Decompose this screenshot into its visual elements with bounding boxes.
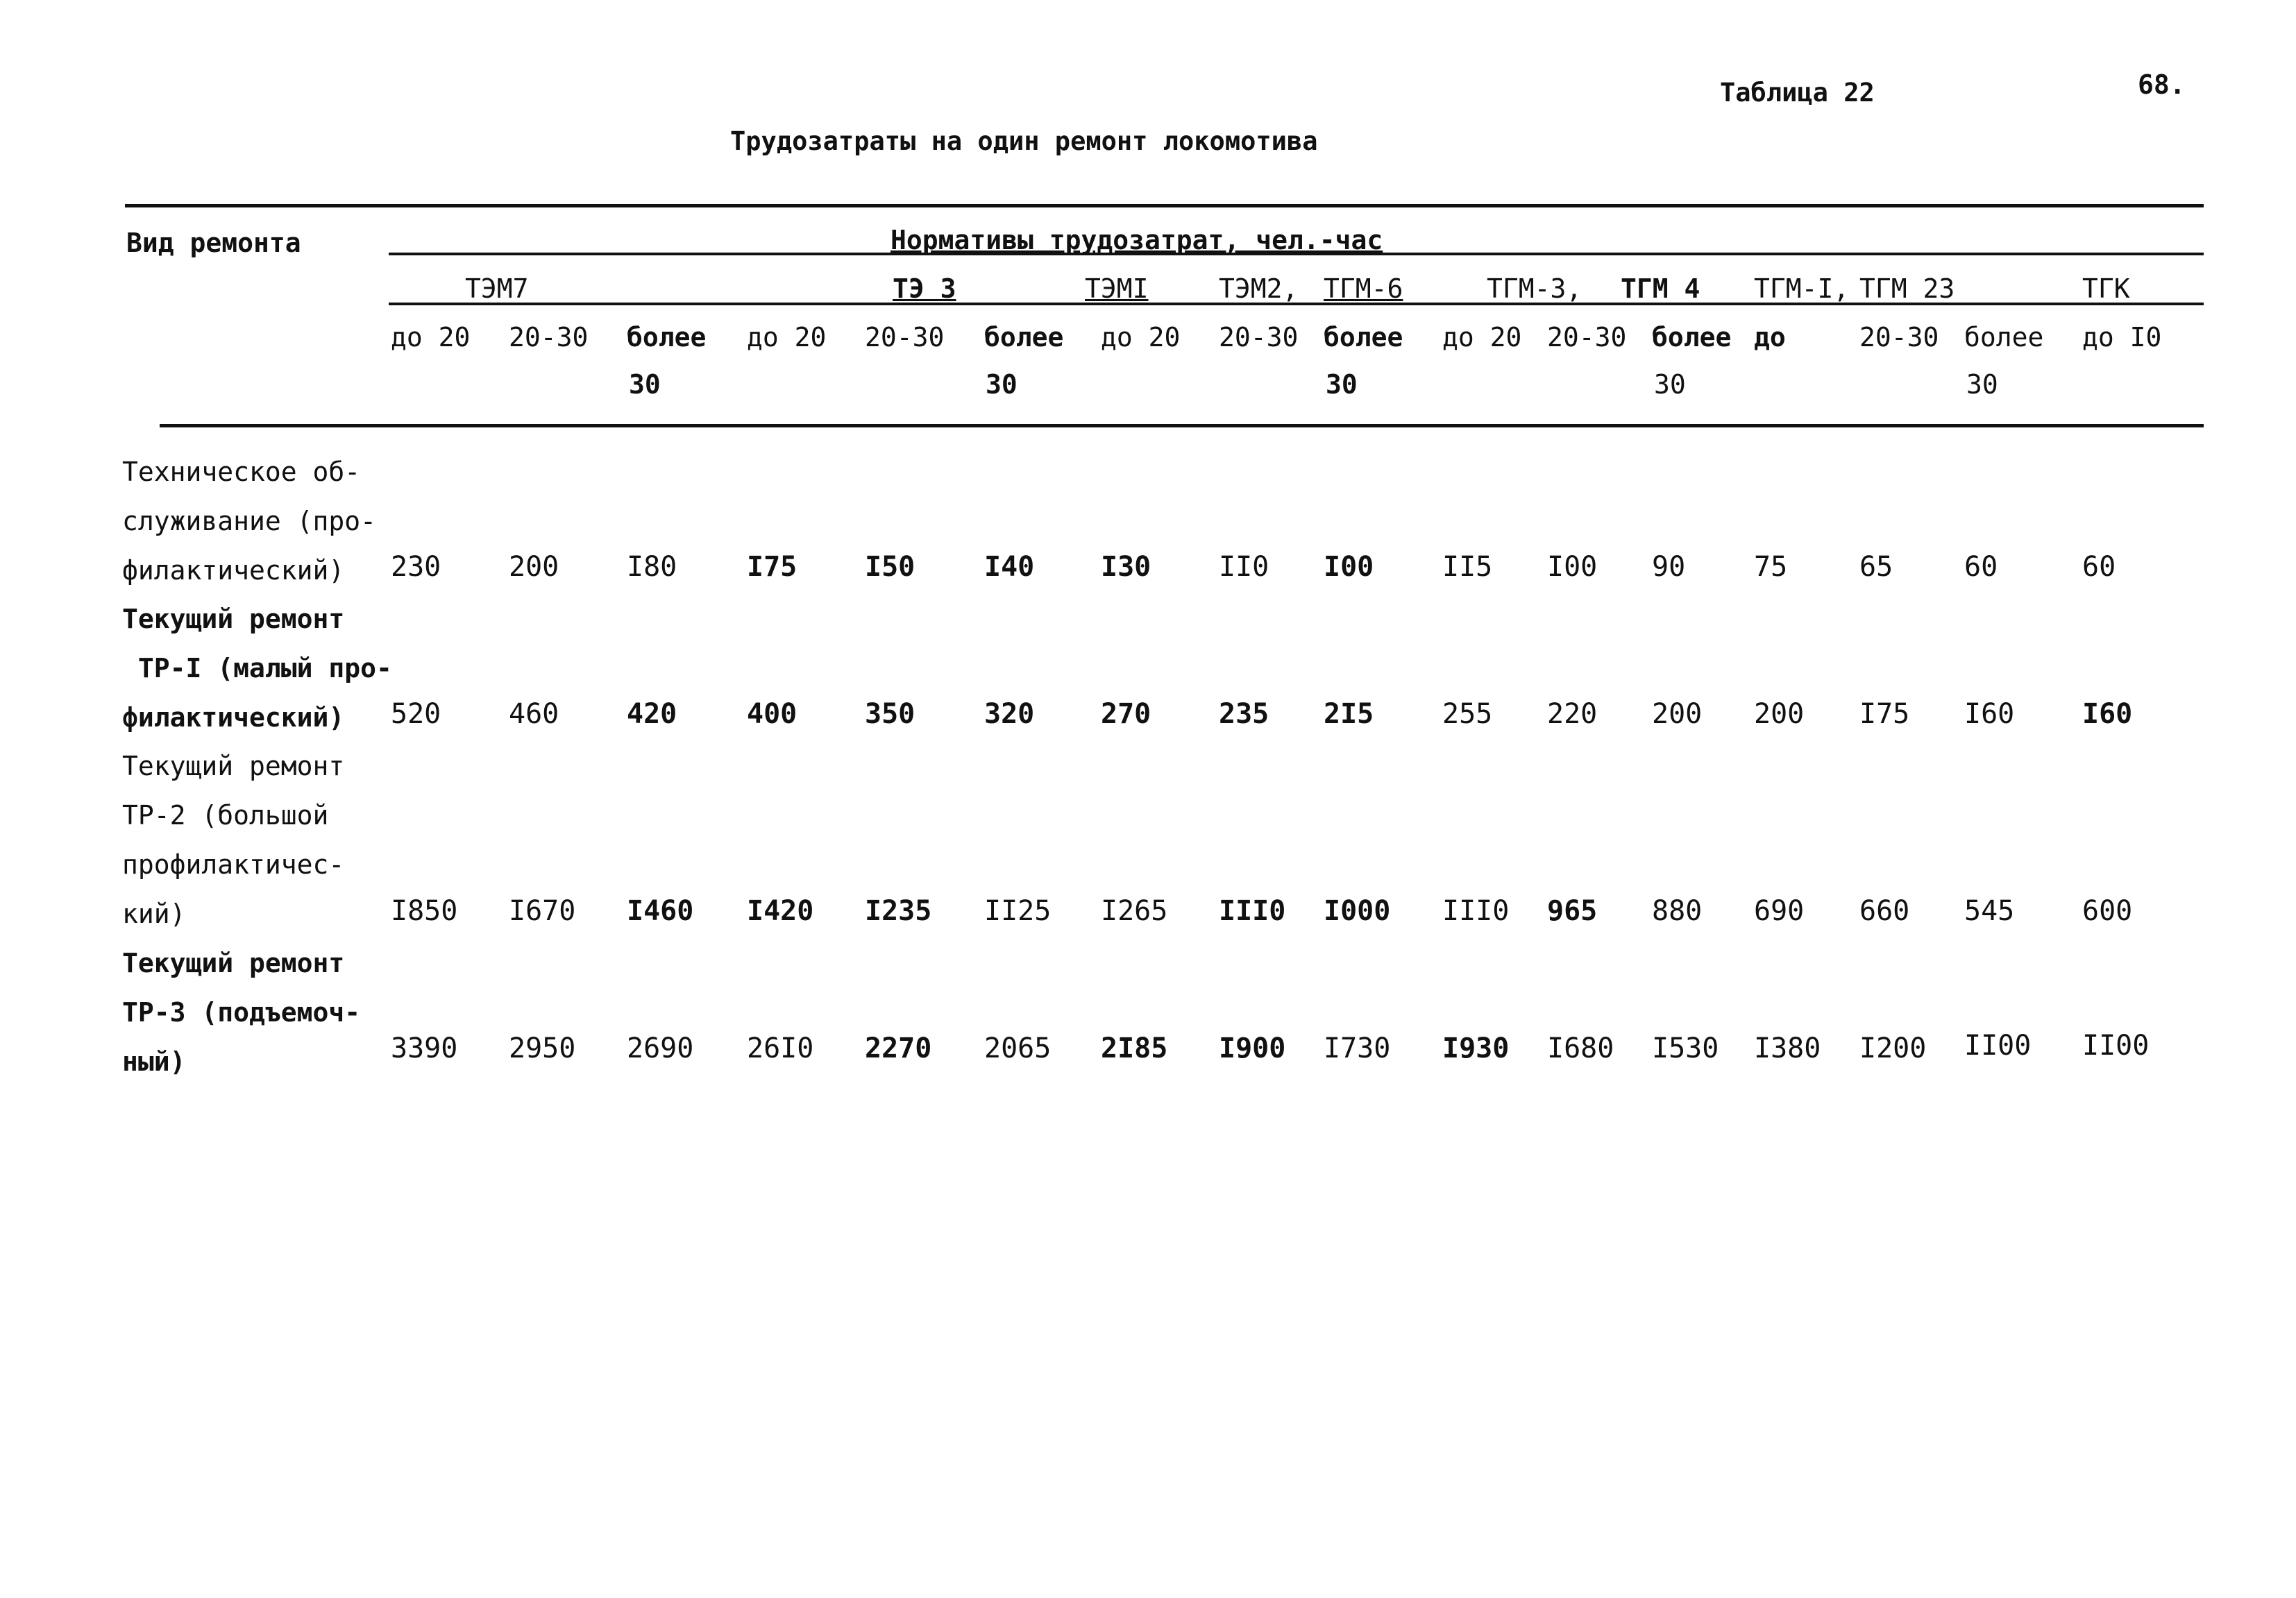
top-rule <box>125 204 2204 207</box>
table-cell: I30 <box>1101 551 1151 583</box>
table-cell: I235 <box>865 895 932 927</box>
table-cell: 880 <box>1652 895 1703 927</box>
sub-col-15: более <box>1964 322 2044 352</box>
table-cell: I00 <box>1547 551 1598 583</box>
loco-tgm4: ТГМ 4 <box>1621 273 1700 304</box>
table-cell: I670 <box>509 895 576 927</box>
sub-col-8: 20-30 <box>1219 322 1299 352</box>
table-cell: I60 <box>1964 698 2015 730</box>
table-cell: II00 <box>2082 1030 2150 1062</box>
sub-col-1: до 20 <box>391 322 471 352</box>
table-cell: I75 <box>747 551 797 583</box>
table-cell: I850 <box>391 895 458 927</box>
loco-tgm1: ТГМ-I, <box>1754 273 1850 304</box>
table-cell: 65 <box>1859 551 1893 583</box>
table-cell: 965 <box>1547 895 1598 927</box>
table-cell: I460 <box>627 895 694 927</box>
table-cell: 230 <box>391 551 441 583</box>
table-cell: II5 <box>1442 551 1493 583</box>
table-cell: 270 <box>1101 698 1151 730</box>
sub-col-9: более <box>1324 322 1403 352</box>
sub-col-9-line2: 30 <box>1326 369 1358 400</box>
table-cell: 235 <box>1219 698 1269 730</box>
table-cell: 200 <box>1652 698 1703 730</box>
sub-col-4: до 20 <box>747 322 827 352</box>
table-cell: 2I5 <box>1324 698 1374 730</box>
table-cell: 2690 <box>627 1032 694 1064</box>
row-head: Вид ремонта <box>126 228 301 258</box>
table-cell: I265 <box>1101 895 1168 927</box>
sub-col-12: более <box>1652 322 1732 352</box>
table-cell: 60 <box>1964 551 1998 583</box>
table-cell: 2065 <box>984 1032 1052 1064</box>
table-cell: 26I0 <box>747 1032 814 1064</box>
loco-tem2: ТЭМ2, <box>1219 273 1299 304</box>
table-cell: 75 <box>1754 551 1788 583</box>
table-cell: I80 <box>627 551 677 583</box>
table-cell: 660 <box>1859 895 1910 927</box>
sub-col-2: 20-30 <box>509 322 589 352</box>
table-cell: I200 <box>1859 1032 1927 1064</box>
header-bottom-rule <box>160 424 2204 427</box>
table-number: Таблица 22 <box>1720 78 1875 108</box>
table-cell: 200 <box>1754 698 1805 730</box>
loco-tem7: ТЭМ7 <box>465 273 529 304</box>
table-cell: I680 <box>1547 1032 1614 1064</box>
table-cell: 350 <box>865 698 915 730</box>
sub-col-6-line2: 30 <box>986 369 1018 400</box>
table-cell: 545 <box>1964 895 2015 927</box>
table-cell: II0 <box>1219 551 1269 583</box>
table-cell: I930 <box>1442 1032 1510 1064</box>
sub-col-10: до 20 <box>1442 322 1522 352</box>
group-title: Нормативы трудозатрат, чел.-час <box>890 225 1383 255</box>
sub-col-3-line2: 30 <box>629 369 661 400</box>
table-cell: 220 <box>1547 698 1598 730</box>
table-cell: 2270 <box>865 1032 932 1064</box>
sub-col-6: более <box>984 322 1064 352</box>
page-number: 68. <box>2138 69 2186 100</box>
table-cell: 255 <box>1442 698 1493 730</box>
table-cell: I000 <box>1324 895 1391 927</box>
table-cell: I75 <box>1859 698 1910 730</box>
table-cell: I380 <box>1754 1032 1821 1064</box>
sub-col-11: 20-30 <box>1547 322 1627 352</box>
sub-col-12-line2: 30 <box>1654 369 1686 400</box>
loco-tgk: ТГК <box>2082 273 2130 304</box>
table-cell: II00 <box>1964 1030 2032 1062</box>
loco-tgm6: ТГМ-6 <box>1324 273 1403 304</box>
table-cell: 90 <box>1652 551 1686 583</box>
table-cell: I730 <box>1324 1032 1391 1064</box>
table-cell: 60 <box>2082 551 2116 583</box>
table-title: Трудозатраты на один ремонт локомотива <box>730 126 1318 156</box>
table-cell: 2I85 <box>1101 1032 1168 1064</box>
table-cell: 600 <box>2082 895 2133 927</box>
loco-tgm3: ТГМ-3, <box>1487 273 1582 304</box>
table-cell: II25 <box>984 895 1052 927</box>
sub-col-14: 20-30 <box>1859 322 1939 352</box>
loco-tgm23: ТГМ 23 <box>1859 273 1955 304</box>
table-cell: I00 <box>1324 551 1374 583</box>
sub-col-13: до <box>1754 322 1786 352</box>
row-label-maintenance: Техническое об- служивание (про- филактический) <box>122 457 377 586</box>
row-label-tr3: Текущий ремонт ТР-3 (подъемоч- ный) <box>122 948 361 1077</box>
table-cell: 400 <box>747 698 797 730</box>
sub-col-5: 20-30 <box>865 322 945 352</box>
sub-col-16: до I0 <box>2082 322 2162 352</box>
table-cell: 200 <box>509 551 559 583</box>
table-cell: I530 <box>1652 1032 1719 1064</box>
table-cell: 690 <box>1754 895 1805 927</box>
table-cell: 420 <box>627 698 677 730</box>
table-cell: 2950 <box>509 1032 576 1064</box>
table-cell: I420 <box>747 895 814 927</box>
loco-te3: ТЭ 3 <box>893 273 956 304</box>
sub-col-3: более <box>627 322 707 352</box>
sub-col-7: до 20 <box>1101 322 1181 352</box>
table-cell: I900 <box>1219 1032 1286 1064</box>
table-cell: III0 <box>1219 895 1286 927</box>
table-cell: 320 <box>984 698 1035 730</box>
table-cell: I40 <box>984 551 1035 583</box>
sub-col-15-line2: 30 <box>1966 369 1998 400</box>
loco-tem1: ТЭМI <box>1085 273 1149 304</box>
row-label-tr2: Текущий ремонт ТР-2 (большой профилактичес- кий) <box>122 751 345 929</box>
table-cell: I50 <box>865 551 915 583</box>
row-label-tr1: Текущий ремонт ТР-I (малый про- филактический) <box>122 604 392 733</box>
table-cell: 3390 <box>391 1032 458 1064</box>
table-cell: I60 <box>2082 698 2133 730</box>
table-cell: III0 <box>1442 895 1510 927</box>
table-cell: 460 <box>509 698 559 730</box>
table-cell: 520 <box>391 698 441 730</box>
